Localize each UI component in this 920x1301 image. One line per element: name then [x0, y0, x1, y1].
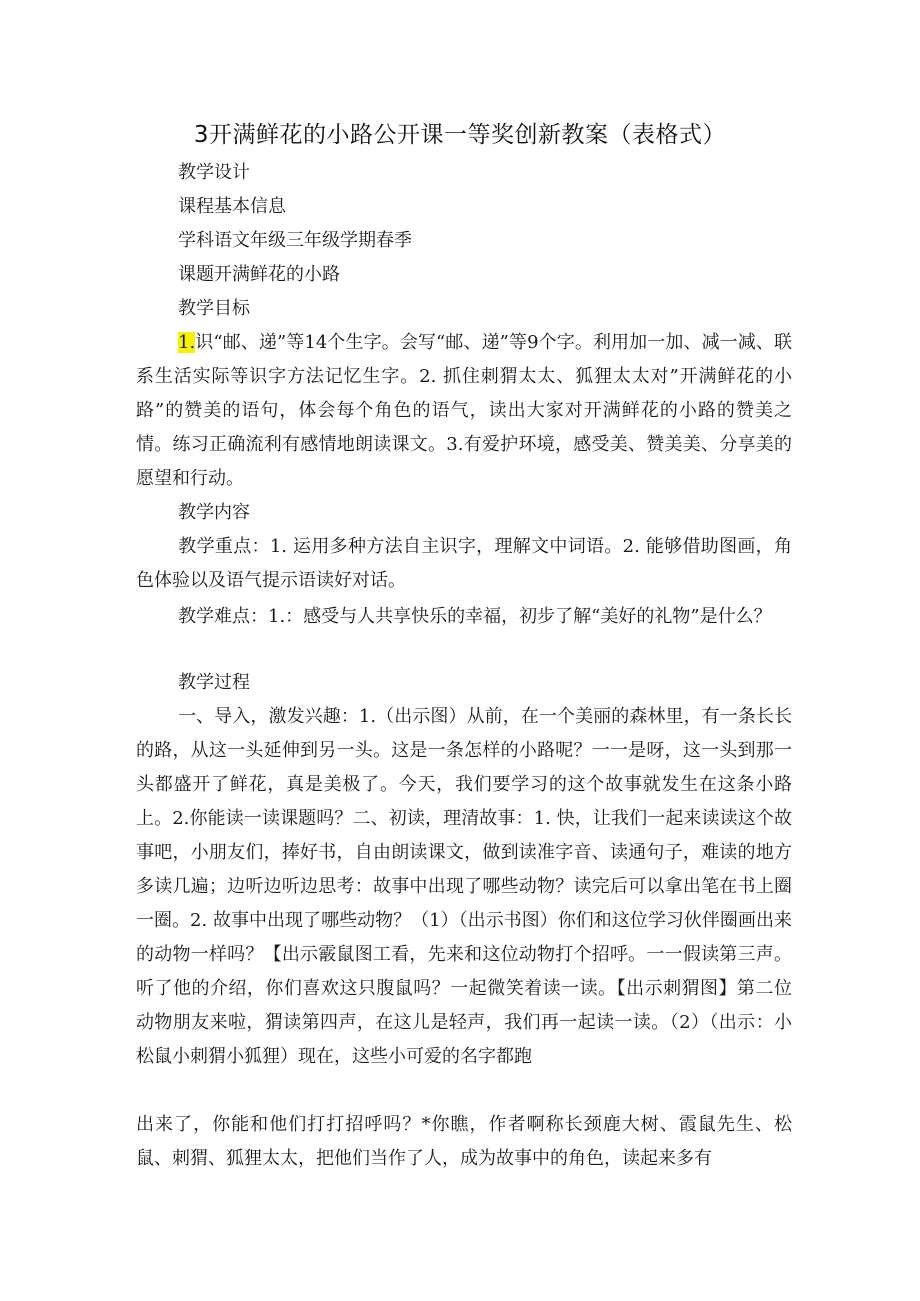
subject-line: 学科语文年级三年级学期春季 [178, 230, 412, 251]
heading-objectives: 教学目标 [178, 298, 250, 319]
key-points-paragraph [136, 530, 792, 598]
difficult-points-paragraph [136, 600, 792, 634]
process-paragraph [136, 700, 792, 1074]
objectives-text: 识“邮、递”等14个生字。会写“邮、递”等9个字。利用加一加、减一减、联系生活实际等识字方法记忆生字。2. 抓住刺猬太太、狐狸太太对”开满鲜花的小路”的赞美的语句，体会每个角色的语气，读出大家对开满鲜花的小路的赞美之情。练习正确流利有感情地朗读课文。3.有爱护环境，感受美、赞美美、分享美的愿望和行动。 [136, 332, 792, 489]
continuation-text: 出来了，你能和他们打打招呼吗？*你瞧，作者啊称长颈鹿大树、霞鼠先生、松鼠、刺猬、狐狸太太，把他们当作了人，成为故事中的角色，读起来多有 [136, 1114, 792, 1169]
difficult-points-text: 教学难点：1.：感受与人共享快乐的幸福，初步了解“美好的礼物”是什么？ [178, 606, 772, 627]
heading-basic-info: 课程基本信息 [178, 196, 286, 217]
heading-process: 教学过程 [178, 672, 250, 693]
key-points-text: 教学重点：1. 运用多种方法自主识字，理解文中词语。2. 能够借助图画，角色体验以及语气提示语读好对话。 [136, 536, 792, 591]
topic-line: 课题开满鲜花的小路 [178, 264, 340, 285]
document-title: 3开满鲜花的小路公开课一等奖创新教案（表格式） [193, 122, 727, 148]
heading-teaching-design: 教学设计 [178, 162, 250, 183]
heading-content: 教学内容 [178, 502, 250, 523]
objectives-paragraph [136, 326, 792, 496]
process-text: 一、导入，激发兴趣：1.（出示图）从前，在一个美丽的森林里，有一条长长的路，从这一头延伸到另一头。这是一条怎样的小路呢？一一是呀，这一头到那一头都盛开了鲜花，真是美极了。今天，我们要学习的这个故事就发生在这条小路上。2.你能读一读课题吗？二、初读，理清故事：1. 快，让我们一起来读读这个故事吧，小朋友们，捧好书，自由朗读课文，做到读准字音、读通句子，难读的地方多读几遍；边听边听边思考：故事中出现了哪些动物？读完后可以拿出笔在书上圈一圈。2. 故事中出现了哪些动物？（1）（出示书图）你们和这位学习伙伴圈画出来的动物一样吗？【出示霰鼠图工看，先来和这位动物打个招呼。一一假读第三声。听了他的介绍，你们喜欢这只腹鼠吗？一起微笑着读一读。【出示刺猬图】第二位动物朋友来啦，猬读第四声，在这儿是轻声，我们再一起读一读。（2）（出示：小松鼠小刺猬小狐狸）现在，这些小可爱的名字都跑 [136, 706, 792, 1067]
continuation-paragraph [136, 1108, 792, 1176]
highlighted-number: 1. [178, 332, 196, 353]
